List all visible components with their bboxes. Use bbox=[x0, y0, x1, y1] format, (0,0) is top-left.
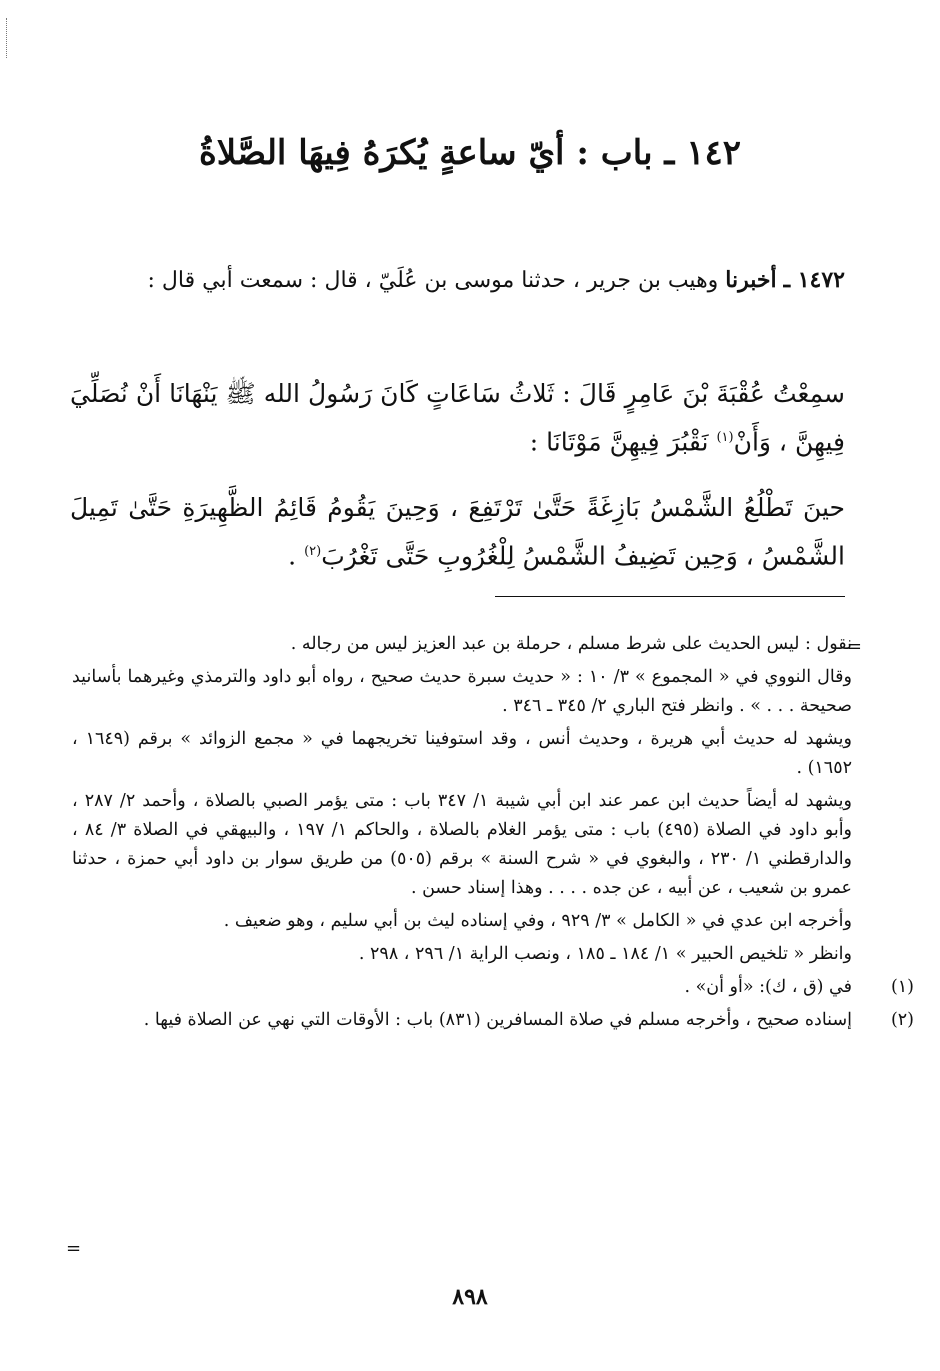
footnote-ref-2: (٢) bbox=[304, 544, 322, 559]
footnote-2-number: (٢) bbox=[890, 1010, 914, 1030]
akhbarana-word: أخبرنا bbox=[725, 267, 777, 293]
matn-2-text: حينَ تَطْلُعُ الشَّمْسُ بَازِغَةً حَتَّىٰ تَرْتَفِعَ ، وَحِينَ يَقُومُ قَائِمُ الظَّهِيرَةِ حَتَّىٰ تَمِيلَ الشَّمْسُ ، وَحِين تَضِيفُ الشَّمْسُ لِلْغُرُوبِ حَتَّى تَغْرُبَ bbox=[70, 493, 845, 571]
footnote-paragraph: وانظر « تلخيص الحبير » ١/ ١٨٤ ـ ١٨٥ ، ونصب الراية ١/ ٢٩٦ ، ٢٩٨ . bbox=[358, 944, 852, 964]
hadith-number: ١٤٧٢ ـ bbox=[783, 267, 845, 293]
footnote-1-text: في (ق ، ك): «أو أن» . bbox=[684, 977, 852, 997]
footnote-ref-1: (١) bbox=[716, 430, 734, 445]
matn-1-text: سمِعْتُ عُقْبَةَ بْنَ عَامِرٍ قَالَ : ثَلاثُ سَاعَاتٍ كَانَ رَسُولُ الله ﷺ يَنْهَانَا أَنْ نُصَلِّيَ فِيهِنَّ ، وَأَنْ bbox=[70, 379, 845, 457]
footnotes bbox=[72, 630, 914, 1039]
hadith-matn-2 bbox=[70, 486, 845, 578]
footnote-paragraph: نقول : ليس الحديث على شرط مسلم ، حرملة بن عبد العزيز ليس من رجاله . bbox=[290, 634, 852, 654]
hadith-matn-1 bbox=[70, 372, 845, 464]
footnote-end-mark: = bbox=[66, 1238, 82, 1259]
footnote-1-number: (١) bbox=[890, 977, 914, 997]
isnad-text: وهيب بن جرير ، حدثنا موسى بن عُلَيّ ، قال : سمعت أبي قال : bbox=[147, 268, 719, 293]
footnote-paragraph: ويشهد له حديث أبي هريرة ، وحديث أنس ، وقد استوفينا تخريجهما في « مجمع الزوائد » برقم (١٦٤٩ ، ١٦٥٢) . bbox=[72, 729, 852, 778]
matn-2-end: . bbox=[288, 541, 305, 571]
chapter-title: ١٤٢ ـ باب : أيّ ساعةٍ يُكرَهُ فِيهَا الصَّلاةُ bbox=[198, 133, 741, 173]
footnote-1 bbox=[72, 973, 914, 1002]
footnote-2 bbox=[72, 1006, 914, 1035]
footnote-separator bbox=[495, 596, 845, 597]
footnote-paragraph: وقال النووي في « المجموع » ٣/ ١٠ : « حديث سبرة حديث صحيح ، رواه أبو داود والترمذي وغيرهما بأسانيد صحيحة . . . » . وانظر فتح الباري ٢/ ٣٤٥ ـ ٣٤٦ . bbox=[72, 667, 852, 716]
footnote-continuation-mark: = bbox=[846, 636, 862, 657]
footnote-paragraph: ويشهد له أيضاً حديث ابن عمر عند ابن أبي شيبة ١/ ٣٤٧ باب : متى يؤمر الصبي بالصلاة ، وأحمد ٢/ ٢٨٧ ، وأبو داود في الصلاة (٤٩٥) باب : متى يؤمر الغلام بالصلاة ، والحاكم ١/ ١٩٧ ، والبيهقي في الصلاة ٣/ ٨٤ ، والدارقطني ١/ ٢٣٠ ، والبغوي في « شرح السنة » برقم (٥٠٥) من طريق سوار بن داود أبي حمزة ، حدثنا عمرو بن شعيب ، عن أبيه ، عن جده . . . . وهذا إسناد حسن . bbox=[72, 791, 853, 898]
footnote-paragraph: وأخرجه ابن عدي في « الكامل » ٣/ ٩٢٩ ، وفي إسناده ليث بن أبي سليم ، وهو ضعيف . bbox=[223, 911, 852, 931]
matn-1-end: نَقْبُرَ فِيهِنَّ مَوْتَانَا : bbox=[529, 427, 709, 457]
page-number: ٨٩٨ bbox=[452, 1284, 488, 1310]
hadith-isnad bbox=[75, 260, 845, 301]
scan-edge-mark bbox=[6, 18, 9, 58]
footnote-2-text: إسناده صحيح ، وأخرجه مسلم في صلاة المسافرين (٨٣١) باب : الأوقات التي نهي عن الصلاة فيها . bbox=[143, 1010, 852, 1030]
